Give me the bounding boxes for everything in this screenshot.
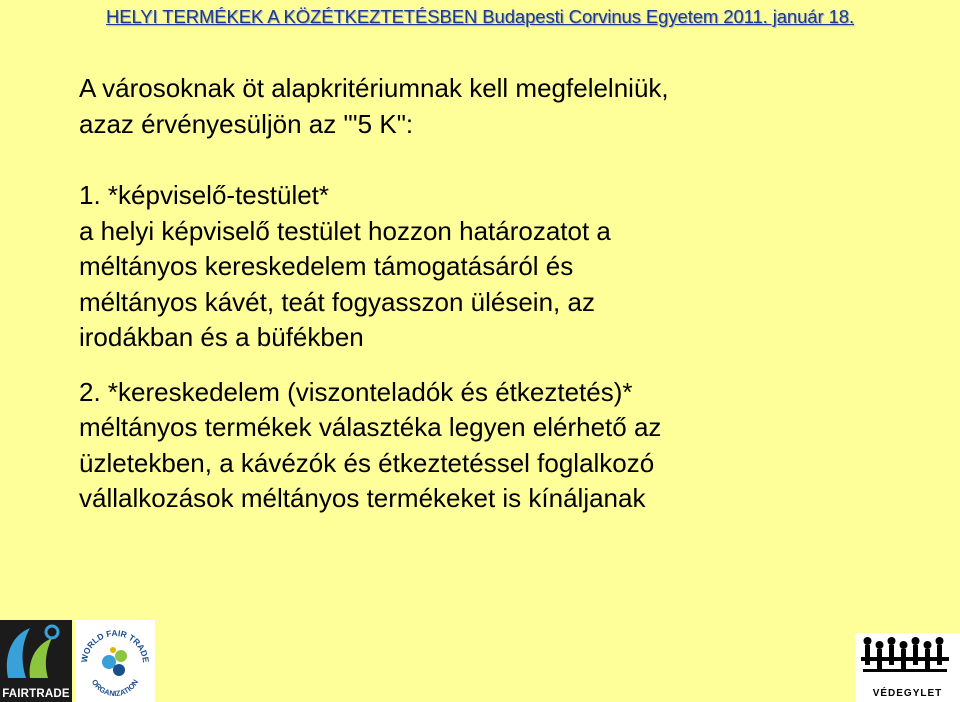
item-1-line-4: irodákban és a büfékben (79, 322, 364, 352)
svg-text:WORLD FAIR TRADE: WORLD FAIR TRADE (78, 627, 152, 664)
vedegylet-label: VÉDEGYLET (872, 688, 943, 699)
wfto-logo (75, 620, 155, 702)
item-1-title: 1. *képviselő-testület* (79, 180, 330, 210)
slide-content (79, 71, 949, 517)
intro-line-1: A városoknak öt alapkritériumnak kell megfelelniük, (79, 73, 669, 103)
fairtrade-label: FAIRTRADE (2, 688, 70, 700)
intro-line-2: azaz érvényesüljön az "'5 K": (79, 108, 414, 139)
page-header: HELYI TERMÉKEK A KÖZÉTKEZTETÉSBEN Budapesti Corvinus Egyetem 2011. január 18. (105, 6, 855, 27)
vedegylet-logo (855, 633, 960, 702)
item-1-line-3: méltányos kávét, teát fogyasszon ülésein, az (79, 286, 595, 317)
svg-text:ORGANIZATION: ORGANIZATION (89, 677, 141, 699)
item-2-title: 2. *kereskedelem (viszonteladók és étkeztetés)* (79, 376, 633, 407)
item-2-line-1: méltányos termékek választéka legyen elérhető az (79, 412, 662, 442)
fairtrade-mark-icon (0, 620, 72, 684)
item-1-line-2: méltányos kereskedelem támogatásáról és (79, 251, 574, 281)
item-2-line-3: vállalkozások méltányos termékeket is kínáljanak (79, 483, 646, 513)
fairtrade-logo (0, 620, 72, 702)
item-1-line-1: a helyi képviselő testület hozzon határozatot a (79, 215, 611, 246)
wfto-mark-icon (75, 620, 155, 702)
vedegylet-mark-icon (855, 633, 960, 683)
item-2-line-2: üzletekben, a kávézók és étkeztetéssel foglalkozó (79, 447, 655, 478)
